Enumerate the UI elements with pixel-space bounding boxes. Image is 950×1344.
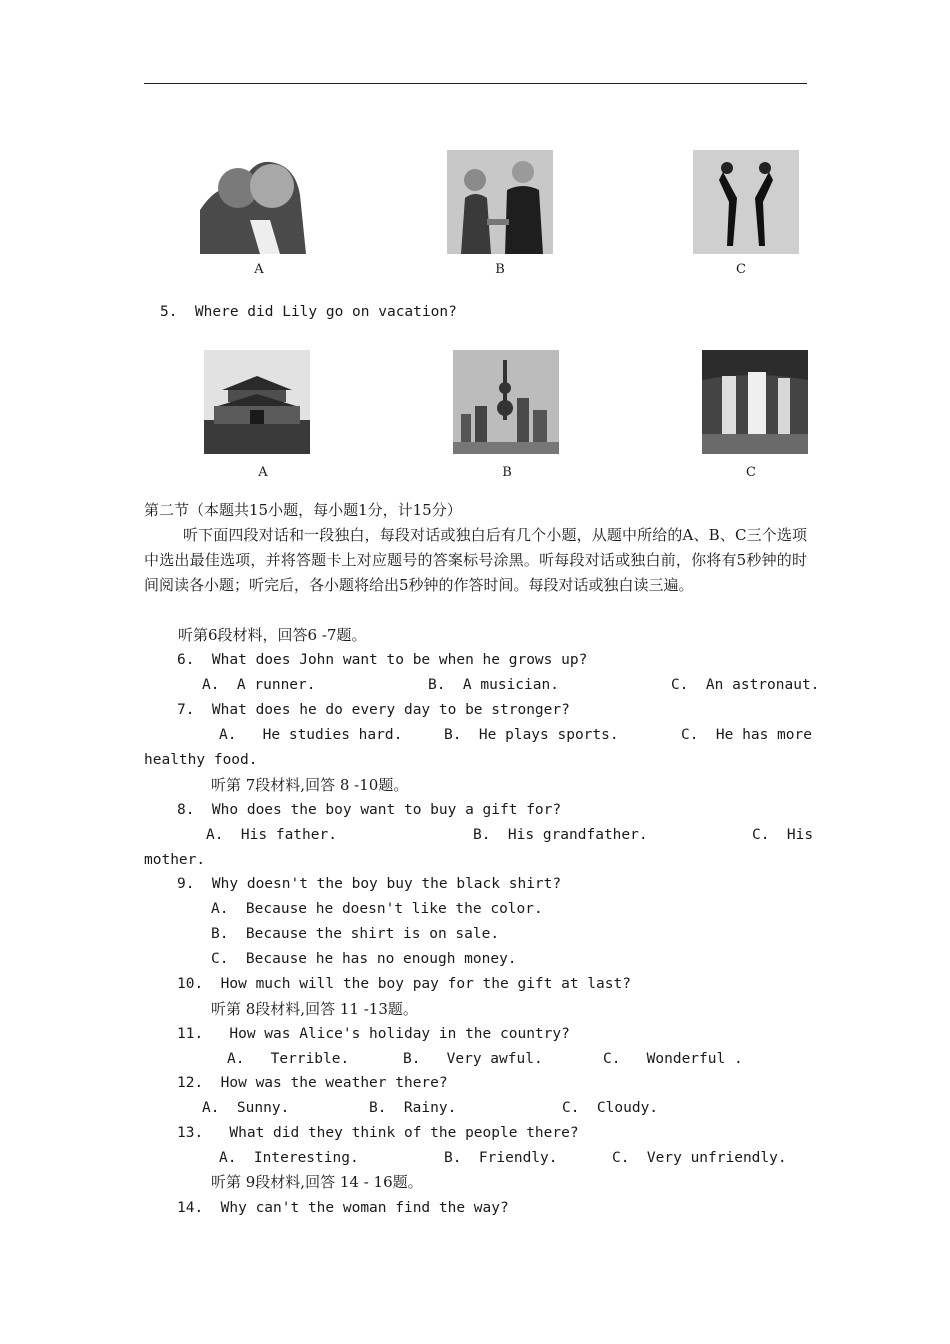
q7-option-a: A. He studies hard. (219, 727, 403, 743)
q6-option-b: B. A musician. (428, 677, 559, 693)
q4-label-b: B (495, 262, 505, 277)
tiananmen-photo (204, 350, 310, 454)
handshake-photo (447, 150, 553, 254)
q5-label-b: B (502, 465, 512, 480)
waterfall-photo (702, 350, 808, 454)
section-2-heading: 第二节（本题共15小题，每小题1分，计15分） (144, 501, 462, 519)
q9-option-b: B. Because the shirt is on sale. (211, 926, 500, 942)
question-11: 11. How was Alice's holiday in the country? (177, 1026, 570, 1042)
material-8: 听第 8段材料,回答 11 -13题。 (211, 1000, 418, 1018)
q8-option-c-cont: mother. (144, 852, 206, 868)
question-7: 7. What does he do every day to be stronger? (177, 702, 570, 718)
q11-option-a: A. Terrible. (227, 1051, 350, 1067)
q8-option-b: B. His grandfather. (473, 827, 648, 843)
material-9: 听第 9段材料,回答 14 - 16题。 (211, 1173, 423, 1191)
q11-option-b: B. Very awful. (403, 1051, 543, 1067)
header-rule (144, 83, 807, 84)
q9-option-a: A. Because he doesn't like the color. (211, 901, 543, 917)
q4-label-c: C (736, 262, 746, 277)
kiss-greeting-photo (200, 150, 306, 254)
question-9: 9. Why doesn't the boy buy the black shirt? (177, 876, 562, 892)
material-7: 听第 7段材料,回答 8 -10题。 (211, 776, 409, 794)
question-8: 8. Who does the boy want to buy a gift for? (177, 802, 562, 818)
q5-label-a: A (258, 465, 268, 480)
q6-option-a: A. A runner. (202, 677, 316, 693)
q4-label-a: A (254, 262, 264, 277)
bow-greeting-photo (693, 150, 799, 254)
q7-option-c-cont: healthy food. (144, 752, 258, 768)
q7-option-c: C. He has more (681, 727, 812, 743)
question-13: 13. What did they think of the people there? (177, 1125, 579, 1141)
q11-option-c: C. Wonderful . (603, 1051, 743, 1067)
material-6: 听第6段材料，回答6 -7题。 (178, 626, 367, 644)
q8-option-a: A. His father. (206, 827, 337, 843)
q12-option-c: C. Cloudy. (562, 1100, 659, 1116)
question-10: 10. How much will the boy pay for the gift at last? (177, 976, 631, 992)
q13-option-c: C. Very unfriendly. (612, 1150, 787, 1166)
q12-option-b: B. Rainy. (369, 1100, 457, 1116)
question-12: 12. How was the weather there? (177, 1075, 448, 1091)
shanghai-skyline-photo (453, 350, 559, 454)
q6-option-c: C. An astronaut. (671, 677, 820, 693)
q7-option-b: B. He plays sports. (444, 727, 619, 743)
q13-option-b: B. Friendly. (444, 1150, 558, 1166)
question-6: 6. What does John want to be when he grows up? (177, 652, 588, 668)
q5-label-c: C (746, 465, 756, 480)
q9-option-c: C. Because he has no enough money. (211, 951, 517, 967)
question-5: 5. Where did Lily go on vacation? (160, 304, 457, 320)
question-14: 14. Why can't the woman find the way? (177, 1200, 509, 1216)
q13-option-a: A. Interesting. (219, 1150, 359, 1166)
q8-option-c: C. His (752, 827, 814, 843)
section-2-instructions: 听下面四段对话和一段独白，每段对话或独白后有几个小题，从题中所给的A、B、C三个选项中选出最佳选项，并将答题卡上对应题号的答案标号涂黑。听每段对话或独白前，你将有5秒钟的时间阅读各小题；听完后，各小题将给出5秒钟的作答时间。每段对话或独白读三遍。 (144, 526, 807, 594)
q12-option-a: A. Sunny. (202, 1100, 290, 1116)
